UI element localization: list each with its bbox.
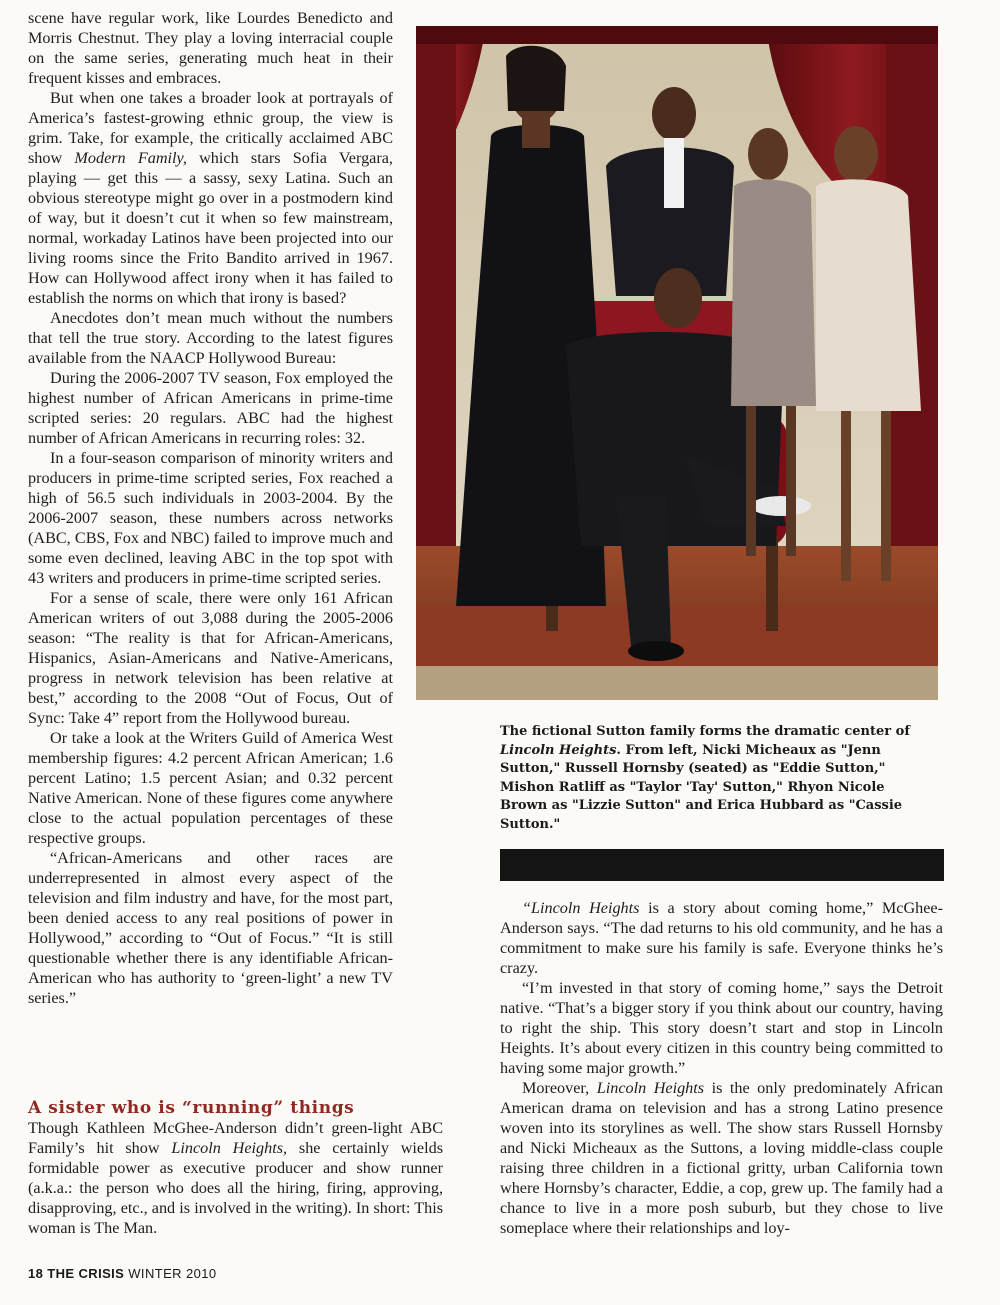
section-subhead: A sister who is “running” things: [28, 1098, 355, 1118]
paragraph: scene have regular work, like Lourdes Benedicto and Morris Chestnut. They play a loving interracial couple on the same series, generating much heat in their frequent kisses and embraces.: [28, 9, 393, 87]
paragraph: Or take a look at the Writers Guild of America West membership figures: 4.2 percent African American; 1.6 percent Latino; 1.5 percent Asian; and 0.32 percent Native American. None of these figures come anywhere close to the actual population percentages of these respective groups.: [28, 729, 393, 847]
paragraph: But when one takes a broader look at portrayals of America’s fastest-growing ethnic group, the view is grim. Take, for example, the critically acclaimed ABC show Modern Family, which stars Sofia Vergara, playing — get this — a sassy, sexy Latina. Such an obvious stereotype might go over in a postmodern kind of way, but it doesn’t cut it when so few mainstream, normal, workaday Latinos have been projected into our living rooms since the Frito Bandito arrived in 1967. How can Hollywood affect irony when it has failed to establish the norms on which that irony is based?: [28, 89, 393, 307]
paragraph: “African-Americans and other races are underrepresented in almost every aspect of the television and film industry and have, for the most part, been denied access to any real positions of power in Hollywood,” according to “Out of Focus.” “It is still questionable whether there is any identifiable African-American who has authority to ‘green-light’ a new TV series.”: [28, 849, 393, 1007]
paragraph: For a sense of scale, there were only 161 African American writers of out 3,088 during the 2005-2006 season: “The reality is that for African-Americans, Hispanics, Asian-Americans and Native-Americans, progress in network television has been relative at best,” according to the 2008 “Out of Focus, Out of Sync: Take 4” report from the Hollywood bureau.: [28, 589, 393, 727]
paragraph: In a four-season comparison of minority writers and producers in prime-time scripted series, Fox reached a high of 56.5 such individuals in 2003-2004. By the 2006-2007 season, these numbers across networks (ABC, CBS, Fox and NBC) failed to improve much and some even declined, leaving ABC in the top spot with 43 writers and producers in prime-time scripted series.: [28, 449, 393, 587]
paragraph: Moreover, Lincoln Heights is the only predominately African American drama on television and has a strong Latino presence woven into its storylines as well. The show stars Russell Hornsby and Nicki Micheaux as the Suttons, a loving middle-class couple raising three children in a fictional gritty, urban California town where Hornsby’s character, Eddie, a cop, grew up. The family had a chance to live in a more posh suburb, but they chose to live someplace where their relationships and loy-: [500, 1079, 943, 1237]
paragraph: Though Kathleen McGhee-Anderson didn’t green-light ABC Family’s hit show Lincoln Heights, she certainly wields formidable power as executive producer and show runner (a.k.a.: the person who does all the hiring, firing, approving, disapproving, etc., and is involved in the writing). In short: This woman is The Man.: [28, 1119, 443, 1237]
photo-caption: The fictional Sutton family forms the dramatic center of Lincoln Heights. From left, Nicki Micheaux as "Jenn Sutton," Russell Hornsby (seated) as "Eddie Sutton," Mishon Ratliff as "Taylor 'Tay' Sutton," Rhyon Nicole Brown as "Lizzie Sutton" and Erica Hubbard as "Cassie Sutton.": [500, 724, 910, 832]
family-photo: [416, 26, 938, 700]
paragraph: During the 2006-2007 TV season, Fox employed the highest number of African Americans in prime-time scripted series: 20 regulars. ABC had the highest number of African Americans in recurring roles: 32.: [28, 369, 393, 447]
black-rule-bar: [500, 849, 944, 881]
issue-date: WINTER 2010: [128, 1266, 217, 1281]
right-article-column: [500, 898, 943, 1238]
page-footer: [28, 1266, 216, 1281]
paragraph: “Lincoln Heights is a story about coming home,” McGhee-Anderson says. “The dad returns to his old community, and he has a commitment to make sure his family is safe. Everyone thinks he’s crazy.: [500, 899, 943, 977]
paragraph: Anecdotes don’t mean much without the numbers that tell the true story. According to the latest figures available from the NAACP Hollywood Bureau:: [28, 309, 393, 367]
paragraph: “I’m invested in that story of coming home,” says the Detroit native. “That’s a bigger story if you think about our country, having to right the ship. This story doesn’t start and stop in Lincoln Heights. It’s about every citizen in this country being committed to having some major growth.”: [500, 979, 943, 1077]
left-article-column: [28, 8, 393, 1008]
page-number: 18: [28, 1266, 44, 1281]
magazine-name: THE CRISIS: [47, 1266, 125, 1281]
left-lower-column: [28, 1098, 443, 1238]
